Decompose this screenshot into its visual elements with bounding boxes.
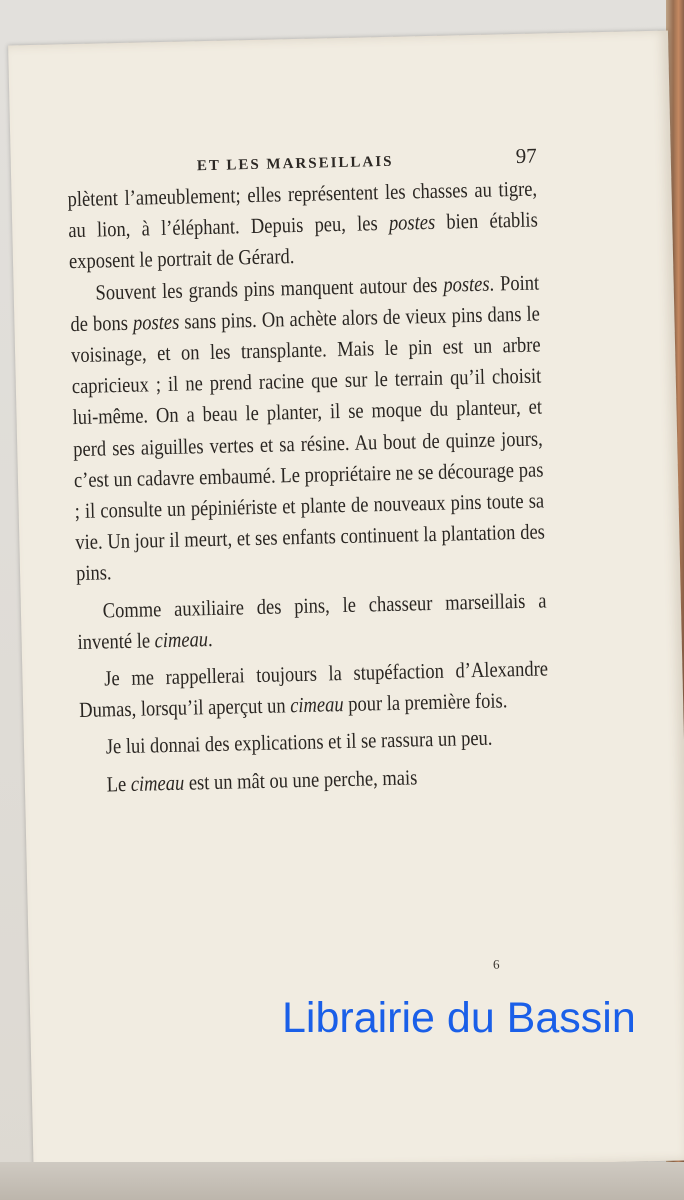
paragraph-1: plètent l’ameublement; elles représentent les chasses au tigre, au lion, à l’éléphant. Depuis peu, les postes bien établis exposent le portrait de Gérard. [67,176,539,274]
running-head: ET LES MARSEILLAIS [196,153,394,175]
signature-mark: 6 [492,956,500,972]
paragraph-2: Souvent les grands pins manquent autour des postes. Point de bons postes sans pins. On achète alors de vieux pins dans le voisinage, et on les transplante. Mais le pin est un arbre capricieux ; il ne prend racine que sur le terrain qu’il choisit lui-même. On a beau le planter, il se moque du planteur, et perd ses aiguilles vertes et sa résine. Au bout de quinze jours, c’est un cadavre embaumé. Le propriétaire ne se décourage pas ; il consulte un pépiniériste et plante de nouveaux pins toute sa vie. Un jour il meurt, et ses enfants continuent la plantation des pins. [70,270,546,586]
paragraph-4: Je me rappellerai toujours la stupéfaction d’Alexandre Dumas, lorsqu’il aperçut un cimeau pour la première fois. [78,656,549,723]
page-number: 97 [515,143,537,168]
paragraph-6: Le cimeau est un mât ou une perche, mais [106,765,418,797]
paragraph-5: Je lui donnai des explications et il se rassura un peu. [105,726,493,759]
bottom-surface [0,1162,684,1200]
watermark-text: Librairie du Bassin [282,994,636,1042]
paragraph-3: Comme auxiliaire des pins, le chasseur marseillais a inventé le cimeau. [77,588,547,654]
text-block [67,144,552,801]
